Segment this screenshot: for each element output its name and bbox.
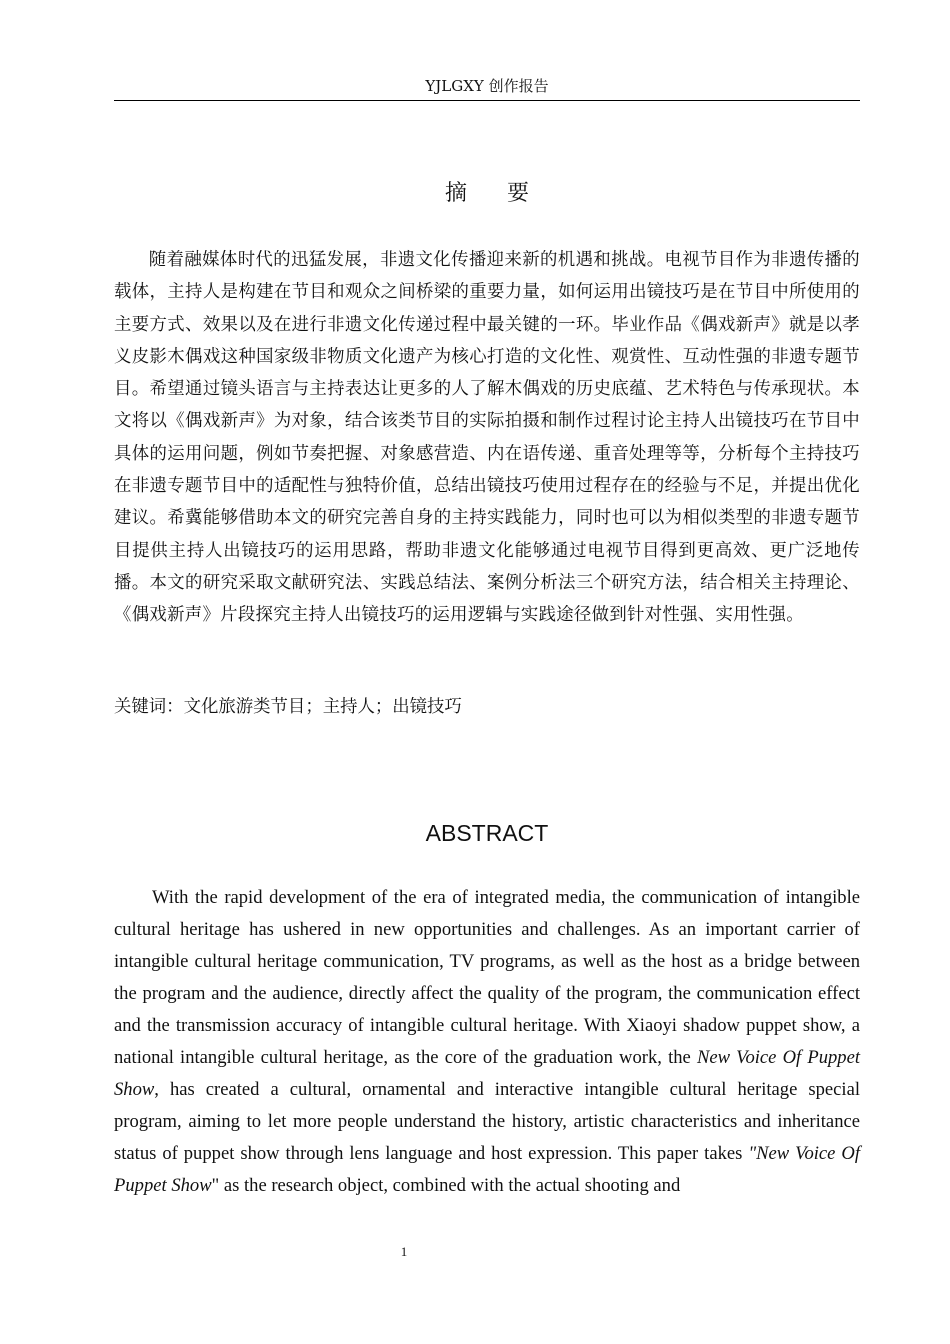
- abstract-en-text-1: With the rapid development of the era of integrated media, the communication of intangible cultural heritage has ushered in new opportunities and challenges. As an important carrier of intangible cultural heritage communication, TV programs, as well as the host as a bridge between the program and the audience, directly affect the quality of the program, the communication effect and the transmission accuracy of intangible cultural heritage. With Xiaoyi shadow puppet show, a national intangible cultural heritage, as the core of the graduation work, the: [114, 887, 860, 1068]
- abstract-en-text-3: " as the research object, combined with the actual shooting and: [211, 1175, 681, 1196]
- program-title-italic-1: New Voice Of Puppet Show: [114, 1047, 861, 1100]
- abstract-en-text-2: , has created a cultural, ornamental and interactive intangible cultural heritage special program, aiming to let more people understand the history, artistic characteristics and inheritance status of puppet show through lens language and host expression. This paper takes: [114, 1079, 860, 1164]
- abstract-cn-title-char-2: 要: [507, 181, 530, 206]
- abstract-en-title: ABSTRACT: [425, 820, 549, 846]
- program-title-italic-2: "New Voice Of Puppet Show: [114, 1143, 860, 1196]
- keywords-line: [114, 691, 860, 723]
- abstract-cn-title: [114, 178, 860, 210]
- page-number: 1: [400, 1244, 408, 1259]
- abstract-en-body: [114, 882, 860, 1202]
- running-header: YJLGXY 创作报告: [425, 77, 549, 95]
- abstract-cn-body: 随着融媒体时代的迅猛发展，非遗文化传播迎来新的机遇和挑战。电视节目作为非遗传播的载体，主持人是构建在节目和观众之间桥梁的重要力量，如何运用出镜技巧是在节目中所使用的主要方式、效果以及在进行非遗文化传递过程中最关键的一环。毕业作品《偶戏新声》就是以孝义皮影木偶戏这种国家级非物质文化遗产为核心打造的文化性、观赏性、互动性强的非遗专题节目。希望通过镜头语言与主持表达让更多的人了解木偶戏的历史底蕴、艺术特色与传承现状。本文将以《偶戏新声》为对象，结合该类节目的实际拍摄和制作过程讨论主持人出镜技巧在节目中具体的运用问题，例如节奏把握、对象感营造、内在语传递、重音处理等等，分析每个主持技巧在非遗专题节目中的适配性与独特价值，总结出镜技巧使用过程存在的经验与不足，并提出优化建议。希冀能够借助本文的研究完善自身的主持实践能力，同时也可以为相似类型的非遗专题节目提供主持人出镜技巧的运用思路，帮助非遗文化能够通过电视节目得到更高效、更广泛地传播。本文的研究采取文献研究法、实践总结法、案例分析法三个研究方法，结合相关主持理论、《偶戏新声》片段探究主持人出镜技巧的运用逻辑与实践途径做到针对性强、实用性强。: [114, 250, 860, 626]
- keywords-text: 文化旅游类节目；主持人；出镜技巧: [183, 697, 462, 717]
- header-rule: [114, 100, 860, 101]
- keywords-label: 关键词：: [114, 697, 184, 717]
- abstract-cn-title-char-1: 摘: [444, 181, 467, 206]
